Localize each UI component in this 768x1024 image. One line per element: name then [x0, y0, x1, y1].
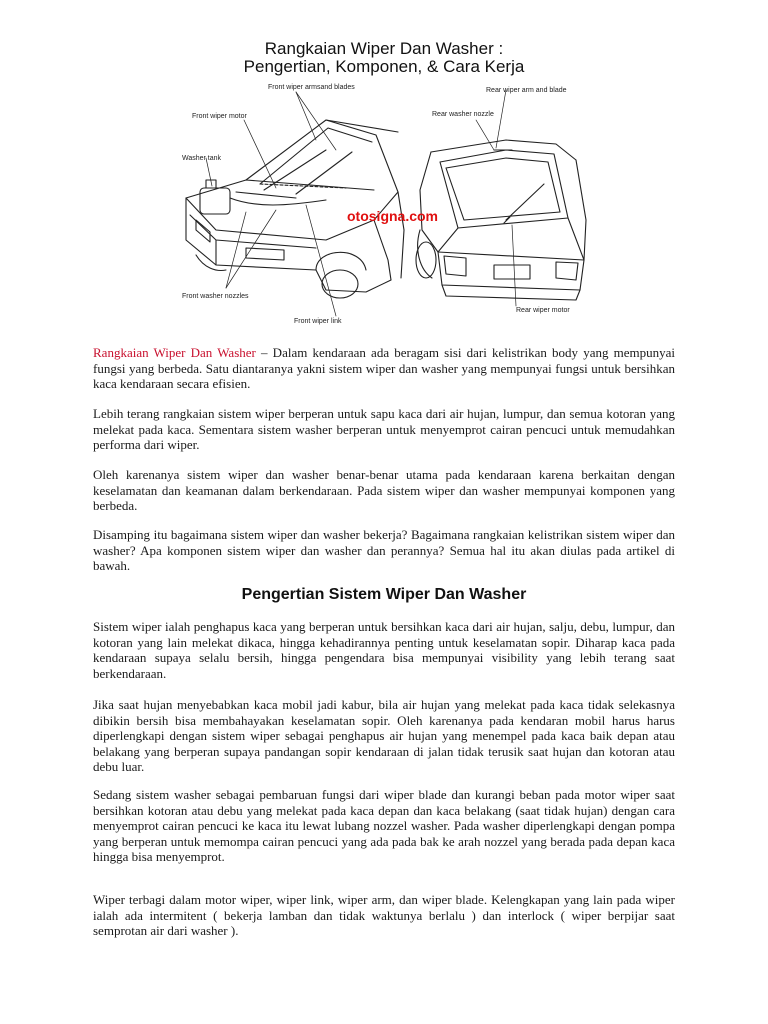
intro-paragraph: [93, 345, 675, 392]
paragraph-8: Wiper terbagi dalam motor wiper, wiper link, wiper arm, dan wiper blade. Kelengkapan yang lain pada wiper ialah ada intermitent ( bekerja lamban dan tidak waktunya berlalu ) dan interlock ( wiper berpijar saat semprotan air dari washer ).: [93, 892, 675, 938]
wiper-diagram-svg: [176, 80, 594, 330]
title-line-2: Pengertian, Komponen, & Cara Kerja: [243, 57, 525, 76]
watermark-otosigna: otosigna.com: [347, 208, 439, 224]
title-line-1: Rangkaian Wiper Dan Washer :: [264, 39, 504, 58]
label-washer-tank: Washer tank: [182, 155, 222, 162]
rear-car-drawing: [416, 140, 586, 300]
intro-lead-link[interactable]: Rangkaian Wiper Dan Washer: [93, 345, 256, 360]
label-rear-wiper-motor: Rear wiper motor: [516, 307, 570, 314]
label-front-washer-nozzles: Front washer nozzles: [182, 293, 249, 300]
paragraph-3: Oleh karenanya sistem wiper dan washer benar-benar utama pada kendaraan karena berkaitan dengan keselamatan dan keamanan dalam berkendaraan. Pada sistem wiper dan washer mempunyai komponen yang berbeda.: [93, 467, 675, 513]
label-front-wiper-link: Front wiper link: [294, 318, 342, 325]
leader-lines: [206, 90, 516, 316]
label-front-wiper-motor: Front wiper motor: [192, 113, 247, 120]
wiper-diagram-figure: [176, 80, 594, 330]
paragraph-7: Sedang sistem washer sebagai pembaruan fungsi dari wiper blade dan kurangi beban pada motor wiper saat bersihkan kotoran atau debu yang melekat pada kaca depan dan kaca belakang (saat tidak hujan) dengan cara menyemprot cairan pencuci ke kaca itu lewat lubang nozzel washer. Pada washer diperlengkapi dengan pompa yang berperan untuk memompa cairan pencuci yang ada pada bak ke arah nozzel yang berada pada depan kaca hingga bisa menyemprot.: [93, 787, 675, 864]
label-front-wiper-arms: Front wiper armsand blades: [268, 84, 355, 91]
paragraph-4: Disamping itu bagaimana sistem wiper dan washer bekerja? Bagaimana rangkaian kelistrikan sistem wiper dan washer? Apa komponen sistem wiper dan washer dan perannya? Semua hal itu akan diulas pada artikel di bawah.: [93, 527, 675, 573]
label-rear-washer-nozzle: Rear washer nozzle: [432, 111, 494, 118]
intro-rest-text: – Dalam kendaraan ada beragam sisi dari kelistrikan body yang mempunyai fungsi yang berbeda. Satu diantaranya yakni sistem wiper dan washer yang mempunyai fungsi untuk bersihkan kaca kendaraan secara efisien.: [93, 345, 675, 391]
paragraph-6: Jika saat hujan menyebabkan kaca mobil jadi kabur, bila air hujan yang melekat pada kaca tidak selekasnya dibikin bersih bisa membahayakan keselamatan sopir. Oleh karenanya pada kendaran mobil harus harus diperlengkapi dengan sistem wiper sebagai penghapus air hujan yang menempel pada kaca baik depan atau belakang yang berperan supaya pandangan sopir kendaraan di jalan tidak terusik saat hujan dan kotoran atau debu luar.: [93, 697, 675, 774]
section-heading: Pengertian Sistem Wiper Dan Washer: [241, 586, 527, 603]
paragraph-5: Sistem wiper ialah penghapus kaca yang berperan untuk bersihkan kaca dari air hujan, salju, debu, lumpur, dan kotoran yang lain melekat dikaca, hingga kehadirannya penting untuk keselamatan sopir. Diharap kaca pada kendaraan supaya selalu bersih, hingga pengendara bisa mempunyai visibility yang lebih terang saat berkendaraan.: [93, 619, 675, 681]
label-rear-wiper-arm: Rear wiper arm and blade: [486, 87, 567, 94]
paragraph-2: Lebih terang rangkaian sistem wiper berperan untuk sapu kaca dari air hujan, lumpur, dan semua kotoran yang melekat pada kaca. Sementara sistem washer berperan untuk menyemprot cairan pencuci untuk memudahkan performa dari wiper.: [93, 406, 675, 452]
